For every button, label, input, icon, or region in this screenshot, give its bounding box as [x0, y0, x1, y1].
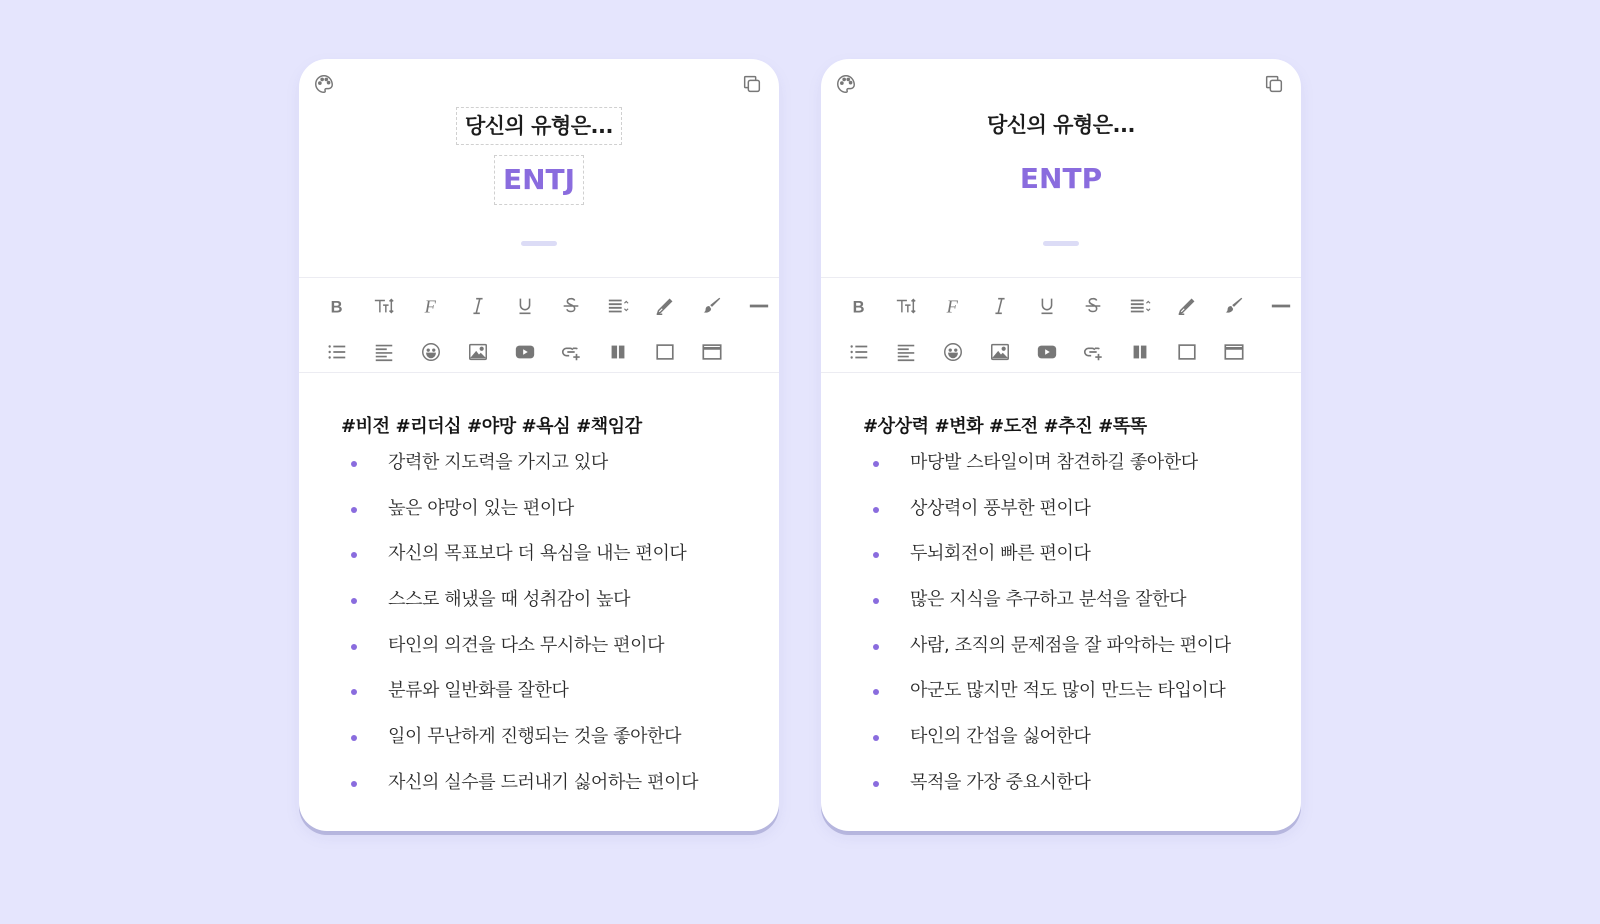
list-item[interactable] — [343, 489, 759, 535]
bullet-dot — [351, 552, 357, 558]
toolbar-row-formatting — [836, 290, 1301, 322]
list-item[interactable] — [865, 534, 1281, 580]
trait-list — [343, 443, 759, 809]
list-item[interactable] — [343, 626, 759, 672]
list-item[interactable] — [343, 717, 759, 763]
horizontal-rule-icon[interactable] — [735, 290, 779, 322]
list-item-text: 분류와 일반화를 잘한다 — [388, 680, 569, 702]
list-item[interactable] — [343, 763, 759, 809]
image-icon[interactable] — [454, 336, 501, 368]
list-item[interactable] — [865, 626, 1281, 672]
list-item[interactable] — [343, 534, 759, 580]
italic-icon[interactable] — [976, 290, 1023, 322]
toolbar-row-insert — [314, 336, 735, 368]
bold-icon[interactable] — [836, 290, 883, 322]
video-icon[interactable] — [1023, 336, 1070, 368]
list-item[interactable] — [343, 443, 759, 489]
hashtags[interactable]: #비전 #리더십 #야망 #욕심 #책임감 — [341, 416, 642, 437]
list-item[interactable] — [343, 580, 759, 626]
toolbar-row-insert — [836, 336, 1257, 368]
list-item[interactable] — [865, 443, 1281, 489]
subtitle-text: 당신의 유형은... — [456, 107, 622, 145]
highlight-pen-icon[interactable] — [1164, 290, 1211, 322]
image-icon[interactable] — [976, 336, 1023, 368]
card-header — [821, 59, 1301, 277]
highlight-pen-icon[interactable] — [642, 290, 689, 322]
columns-icon[interactable] — [1117, 336, 1164, 368]
bullet-dot — [873, 461, 879, 467]
list-item[interactable] — [865, 717, 1281, 763]
list-item-text: 목적을 가장 중요시한다 — [910, 771, 1091, 793]
underline-icon[interactable] — [501, 290, 548, 322]
line-height-icon[interactable] — [595, 290, 642, 322]
font-family-icon[interactable] — [408, 290, 455, 322]
editor-toolbar — [299, 277, 779, 373]
card-content — [343, 415, 759, 809]
result-subtitle[interactable] — [299, 107, 779, 145]
mbti-type-text: ENTP — [1019, 162, 1103, 195]
mbti-type[interactable] — [821, 155, 1301, 203]
list-item-text: 강력한 지도력을 가지고 있다 — [388, 452, 608, 473]
bullet-dot — [351, 461, 357, 467]
strikethrough-icon[interactable] — [548, 290, 595, 322]
bullet-dot — [873, 781, 879, 787]
list-item-text: 많은 지식을 추구하고 분석을 잘한다 — [910, 589, 1187, 611]
line-height-icon[interactable] — [1117, 290, 1164, 322]
align-left-icon[interactable] — [361, 336, 408, 368]
align-left-icon[interactable] — [883, 336, 930, 368]
bullet-dot — [873, 598, 879, 604]
box-icon[interactable] — [642, 336, 689, 368]
font-size-icon[interactable] — [883, 290, 930, 322]
strikethrough-icon[interactable] — [1070, 290, 1117, 322]
bullet-dot — [351, 598, 357, 604]
mbti-type-text: ENTJ — [494, 155, 584, 205]
bullet-dot — [873, 735, 879, 741]
list-item-text: 높은 야망이 있는 편이다 — [388, 497, 574, 519]
mbti-type[interactable] — [299, 155, 779, 205]
toolbar-row-formatting — [314, 290, 779, 322]
window-icon[interactable] — [1210, 336, 1257, 368]
bullet-dot — [351, 507, 357, 513]
list-item-text: 상상력이 풍부한 편이다 — [910, 497, 1091, 519]
list-item[interactable] — [865, 671, 1281, 717]
font-size-icon[interactable] — [361, 290, 408, 322]
columns-icon[interactable] — [595, 336, 642, 368]
svg-text:F: F — [424, 296, 436, 317]
link-icon[interactable] — [548, 336, 595, 368]
list-item-text: 두뇌회전이 빠른 편이다 — [910, 543, 1091, 565]
header-divider — [521, 241, 557, 246]
emoji-icon[interactable] — [930, 336, 977, 368]
list-item-text: 자신의 실수를 드러내기 싫어하는 편이다 — [388, 771, 699, 793]
list-item[interactable] — [865, 763, 1281, 809]
svg-text:B: B — [330, 298, 343, 317]
bullet-dot — [351, 781, 357, 787]
hashtags[interactable]: #상상력 #변화 #도전 #추진 #똑똑 — [863, 416, 1147, 437]
bullet-dot — [351, 644, 357, 650]
bullet-dot — [351, 689, 357, 695]
list-item[interactable] — [865, 489, 1281, 535]
horizontal-rule-icon[interactable] — [1257, 290, 1301, 322]
list-item[interactable] — [343, 671, 759, 717]
list-item-text: 타인의 의견을 다소 무시하는 편이다 — [388, 634, 665, 656]
font-family-icon[interactable] — [930, 290, 977, 322]
list-item-text: 자신의 목표보다 더 욕심을 내는 편이다 — [388, 543, 687, 565]
window-icon[interactable] — [688, 336, 735, 368]
link-icon[interactable] — [1070, 336, 1117, 368]
card-content — [865, 415, 1281, 809]
list-item-text: 아군도 많지만 적도 많이 만드는 타입이다 — [910, 680, 1226, 702]
brush-icon[interactable] — [1210, 290, 1257, 322]
bullet-dot — [873, 689, 879, 695]
svg-text:F: F — [946, 296, 958, 317]
italic-icon[interactable] — [454, 290, 501, 322]
trait-list — [865, 443, 1281, 809]
header-divider — [1043, 241, 1079, 246]
video-icon[interactable] — [501, 336, 548, 368]
list-item-text: 일이 무난하게 진행되는 것을 좋아한다 — [388, 726, 682, 748]
box-icon[interactable] — [1164, 336, 1211, 368]
list-item-text: 스스로 해냈을 때 성취감이 높다 — [388, 589, 631, 611]
bullet-list-icon[interactable] — [314, 336, 361, 368]
subtitle-text: 당신의 유형은... — [987, 113, 1135, 137]
result-card-entp — [821, 59, 1301, 831]
bullet-dot — [873, 644, 879, 650]
list-item[interactable] — [865, 580, 1281, 626]
bullet-dot — [873, 507, 879, 513]
result-card-entj — [299, 59, 779, 831]
bullet-list-icon[interactable] — [836, 336, 883, 368]
brush-icon[interactable] — [688, 290, 735, 322]
card-header — [299, 59, 779, 277]
editor-toolbar — [821, 277, 1301, 373]
svg-text:B: B — [852, 298, 865, 317]
list-item-text: 타인의 간섭을 싫어한다 — [910, 726, 1091, 748]
bullet-dot — [351, 735, 357, 741]
bold-icon[interactable] — [314, 290, 361, 322]
list-item-text: 마당발 스타일이며 참견하길 좋아한다 — [910, 452, 1198, 473]
emoji-icon[interactable] — [408, 336, 455, 368]
underline-icon[interactable] — [1023, 290, 1070, 322]
bullet-dot — [873, 552, 879, 558]
result-subtitle[interactable] — [821, 107, 1301, 143]
list-item-text: 사람, 조직의 문제점을 잘 파악하는 편이다 — [910, 634, 1231, 656]
